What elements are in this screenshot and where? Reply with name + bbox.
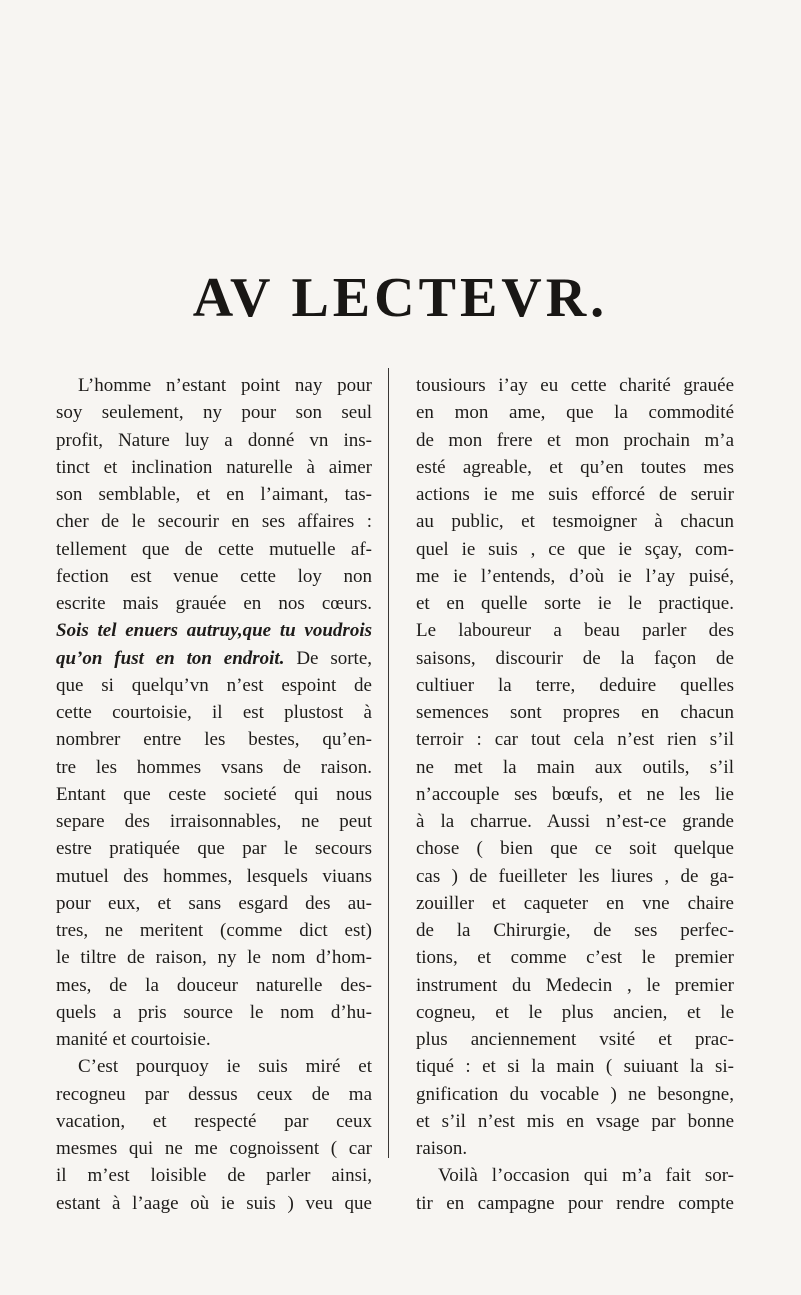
text-line: et s’il n’est mis en vsage par bonne xyxy=(416,1110,734,1132)
text-line: n’accouple ses bœufs, et ne les lie xyxy=(416,783,734,805)
text-line: tir en campagne pour rendre compte xyxy=(416,1192,734,1214)
text-line: esté agreable, et qu’en toutes mes xyxy=(416,456,734,478)
text-line: cas ) de fueilleter les liures , de ga- xyxy=(416,865,734,887)
text-line: zouiller et caqueter en vne chaire xyxy=(416,892,734,914)
text-line: à la charrue. Aussi n’est-ce grande xyxy=(416,811,734,832)
text-line: mesmes qui ne me cognoissent ( car xyxy=(56,1138,372,1159)
text-line: cultiuer la terre, deduire quelles xyxy=(416,674,734,696)
text-line: tre les hommes vsans de raison. xyxy=(56,756,372,778)
left-column xyxy=(56,372,372,1217)
text-line: Le laboureur a beau parler des xyxy=(416,620,734,642)
text-line: profit, Nature luy a donné vn ins- xyxy=(56,429,372,451)
text-line: tres, ne meritent (comme dict est) xyxy=(56,920,372,941)
text-line: Sois tel enuers autruy,que tu voudrois xyxy=(56,620,372,642)
text-line: tellement que de cette mutuelle af- xyxy=(56,538,372,560)
text-line: separe des irraisonnables, ne peut xyxy=(56,811,372,832)
text-line: raison. xyxy=(416,1138,468,1159)
text-line: tions, et comme c’est le premier xyxy=(416,947,734,969)
text-line: manité et courtoisie. xyxy=(56,1029,211,1050)
text-line: semences sont propres en chacun xyxy=(416,702,734,723)
text-line: soy seulement, ny pour son seul xyxy=(56,402,372,424)
text-line: quel ie suis , ce que ie sçay, com- xyxy=(416,538,734,560)
text-line: au public, et tesmoigner à chacun xyxy=(416,511,734,533)
text-line: que si quelqu’vn n’est espoint de xyxy=(56,674,372,696)
text-line: tiqué : et si la main ( suiuant la si- xyxy=(416,1056,734,1078)
text-line: de mon frere et mon prochain m’a xyxy=(416,429,734,451)
text-line: mes, de la douceur naturelle des- xyxy=(56,974,372,996)
text-line: escrite mais grauée en nos cœurs. xyxy=(56,593,372,614)
text-line-tail: De sorte, xyxy=(284,647,372,669)
text-line: plus anciennement vsité et prac- xyxy=(416,1029,734,1050)
text-line: il m’est loisible de parler ainsi, xyxy=(56,1165,372,1187)
text-line: instrument du Medecin , le premier xyxy=(416,974,734,996)
text-line: pour eux, et sans esgard des au- xyxy=(56,892,372,914)
text-line: C’est pourquoy ie suis miré et xyxy=(78,1056,372,1078)
text-line: cette courtoisie, il est plustost à xyxy=(56,702,372,723)
text-line: nombrer entre les bestes, qu’en- xyxy=(56,729,372,751)
text-line xyxy=(56,645,372,672)
text-line: Entant que ceste societé qui nous xyxy=(56,783,372,805)
text-line: cher de le secourir en ses affaires : xyxy=(56,511,372,533)
text-line: ne met la main aux outils, s’il xyxy=(416,756,734,778)
text-line: saisons, discourir de la façon de xyxy=(416,647,734,669)
text-line: gnification du vocable ) ne besongne, xyxy=(416,1083,734,1105)
text-line: et en quelle sorte ie le practique. xyxy=(416,593,734,614)
text-line: estre pratiquée que par le secours xyxy=(56,838,372,860)
text-line: tousiours i’ay eu cette charité grauée xyxy=(416,375,734,396)
text-line: de la Chirurgie, de ses perfec- xyxy=(416,920,734,941)
text-line: quels a pris source le nom d’hu- xyxy=(56,1001,372,1023)
text-line: recogneu par dessus ceux de ma xyxy=(56,1083,372,1105)
text-line: fection est venue cette loy non xyxy=(56,565,372,587)
text-line: en mon ame, que la commodité xyxy=(416,402,734,424)
text-line: son semblable, et en l’aimant, tas- xyxy=(56,484,372,505)
text-line: L’homme n’estant point nay pour xyxy=(78,375,372,396)
text-line: terroir : car tout cela n’est rien s’il xyxy=(416,729,734,751)
text-line: vacation, et respecté par ceux xyxy=(56,1110,372,1132)
right-column xyxy=(416,372,734,1217)
text-line: estant à l’aage où ie suis ) veu que xyxy=(56,1192,372,1214)
text-line: le tiltre de raison, ny le nom d’hom- xyxy=(56,947,372,969)
text-line: actions ie me suis efforcé de seruir xyxy=(416,484,734,505)
text-line: mutuel des hommes, lesquels viuans xyxy=(56,865,372,887)
text-line: chose ( bien que ce soit quelque xyxy=(416,838,734,860)
text-line: Voilà l’occasion qui m’a fait sor- xyxy=(438,1165,734,1187)
column-divider xyxy=(388,368,389,1158)
text-line-italic-part: qu’on fust en ton endroit. xyxy=(56,647,285,669)
page-title: AV LECTEVR. xyxy=(192,267,609,329)
text-line: tinct et inclination naturelle à aimer xyxy=(56,456,372,478)
text-line: me ie l’entends, d’où ie l’ay puisé, xyxy=(416,565,734,587)
text-line: cogneu, et le plus ancien, et le xyxy=(416,1001,734,1023)
